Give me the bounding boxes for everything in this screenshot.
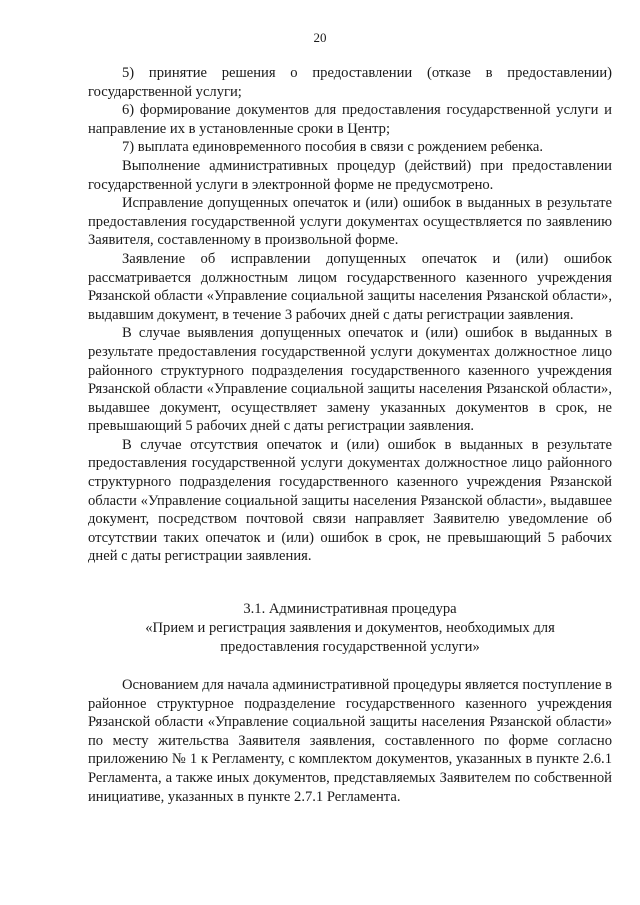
- paragraph-item-7: 7) выплата единовременного пособия в связи с рождением ребенка.: [122, 139, 543, 156]
- paragraph-no-errors: В случае отсутствия опечаток и (или) ошибок в выданных в результате предоставления государственной услуги документах должностное лицо районного структурного подразделения государственного казенного учреждения Рязанской области «Управление социальной защиты населения Рязанской области», выдавшее документ, посредством почтовой связи направляет Заявителю уведомление об отсутствии таких опечаток и (или) ошибок в срок, не превышающий 5 рабочих дней с даты регистрации заявления.: [88, 436, 612, 565]
- section-heading-line2: «Прием и регистрация заявления и документов, необходимых для: [145, 620, 555, 636]
- section-heading-line3: предоставления государственной услуги»: [220, 639, 480, 655]
- page-number: 20: [313, 30, 327, 45]
- section-heading-line1: 3.1. Административная процедура: [243, 601, 457, 617]
- paragraph-errors-found: В случае выявления допущенных опечаток и (или) ошибок в выданных в результате предоставления государственной услуги документах должностное лицо районного структурного подразделения государственного казенного учреждения Рязанской области «Управление социальной защиты населения Рязанской области», выдавшее документ, осуществляет замену указанных документов в срок, не превышающий 5 рабочих дней с даты регистрации заявления.: [88, 325, 612, 435]
- paragraph-item-5: 5) принятие решения о предоставлении (отказе в предоставлении) государственной услуги;: [88, 65, 612, 100]
- paragraph-correction-review: Заявление об исправлении допущенных опечаток и (или) ошибок рассматривается должностным лицом государственного казенного учреждения Рязанской области «Управление социальной защиты населения Рязанской области», выдавшим документ, в течение 3 рабочих дней с даты регистрации заявления.: [88, 250, 612, 323]
- section-text: [88, 676, 612, 806]
- paragraph-item-6: 6) формирование документов для предоставления государственной услуги и направление их в установленные сроки в Центр;: [88, 102, 612, 137]
- paragraph-electronic-form: Выполнение административных процедур (действий) при предоставлении государственной услуги в электронной форме не предусмотрено.: [88, 157, 612, 193]
- section-heading: [88, 600, 612, 657]
- paragraph-corrections: Исправление допущенных опечаток и (или) ошибок в выданных в результате предоставления государственной услуги документах осуществляется по заявлению Заявителя, составленному в произвольной форме.: [88, 195, 612, 249]
- section-paragraph: Основанием для начала административной процедуры является поступление в районное структурное подразделение государственного казенного учреждения Рязанской области «Управление социальной защиты населения Рязанской области» по месту жительства Заявителя заявления, составленного по форме согласно приложению № 1 к Регламенту, с комплектом документов, указанных в пункте 2.6.1 Регламента, а также иных документов, представляемых Заявителем по собственной инициативе, указанных в пункте 2.7.1 Регламента.: [88, 677, 612, 805]
- body-text: [88, 64, 612, 566]
